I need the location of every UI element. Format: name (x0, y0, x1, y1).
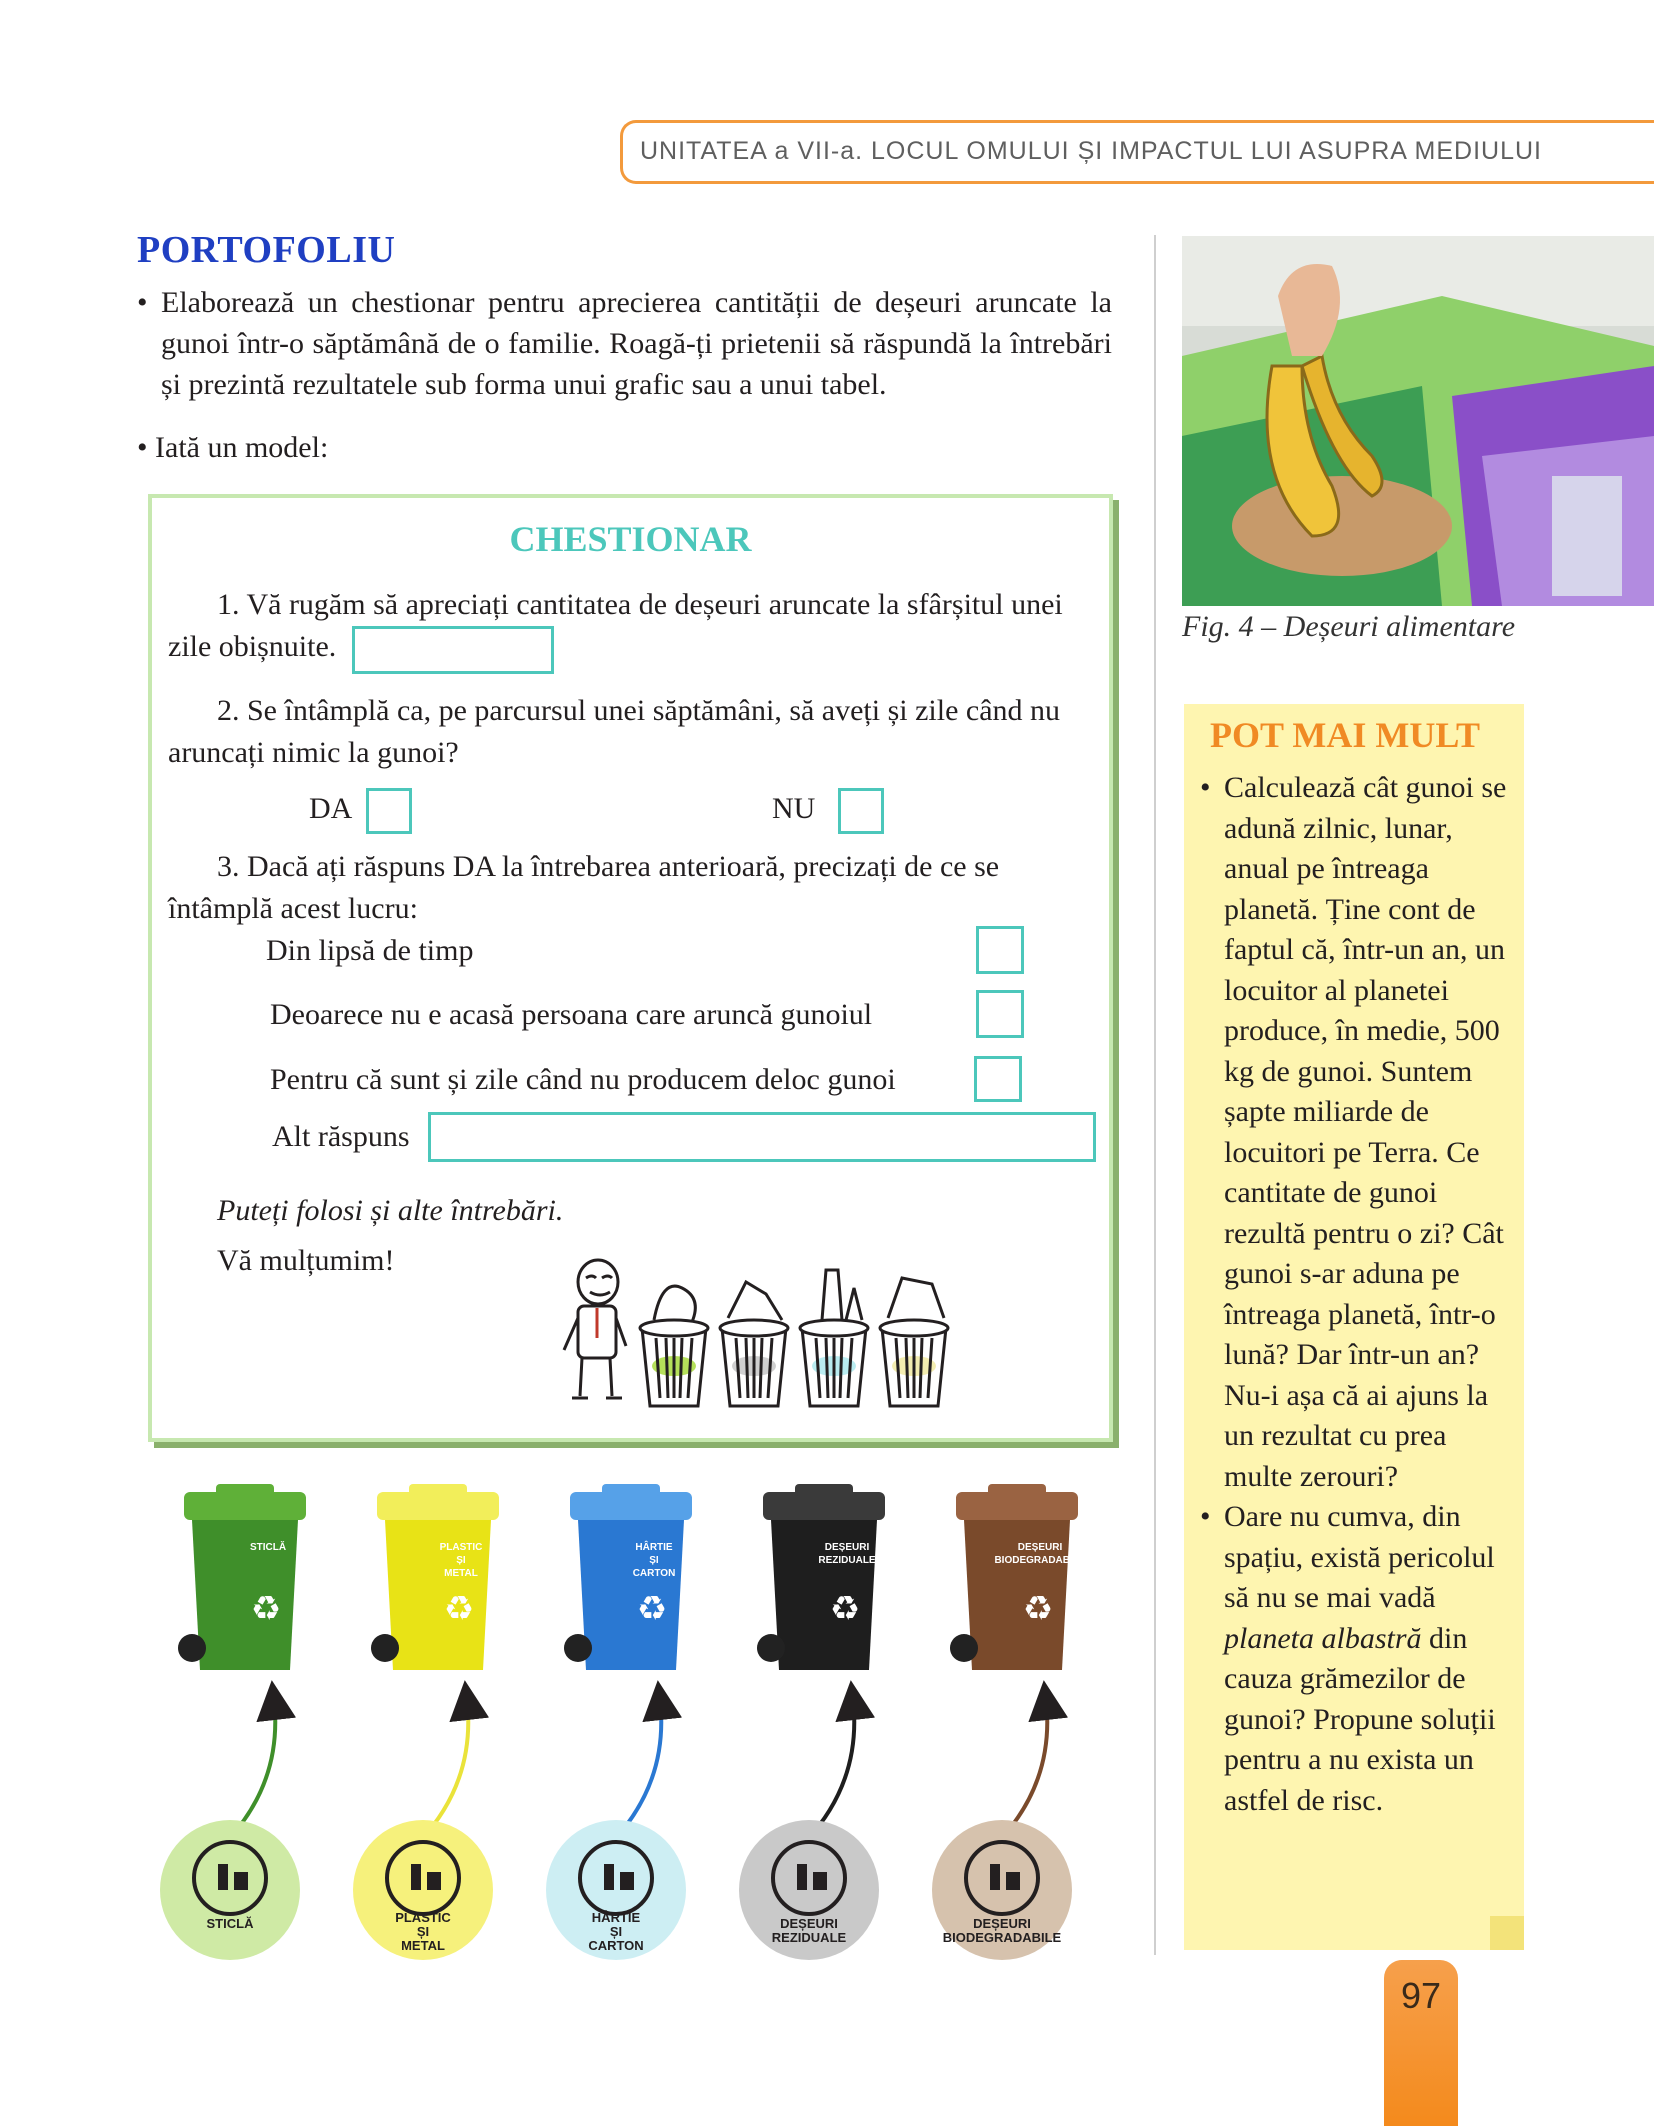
option-2-label: Deoarece nu e acasă persoana care aruncă gunoiul (270, 998, 873, 1031)
bin-group-1 (353, 1484, 499, 1960)
small-bin-yellow-icon (880, 1278, 948, 1406)
recycle-icon: ♻ (1022, 1589, 1054, 1629)
bin-label: STICLĂ (249, 1542, 287, 1553)
option-1-label: Din lipsă de timp (266, 934, 474, 967)
bin-wheel (371, 1634, 399, 1662)
bin-handle (409, 1484, 467, 1496)
category-label: PLASTIC (395, 1910, 451, 1925)
food-waste-photo (1182, 236, 1654, 606)
pot-bullet-2-part2: din cauza grămezilor de gunoi? Propune soluții pentru a nu exista un astfel de risc. (1224, 1621, 1496, 1817)
questionnaire-title: CHESTIONAR (509, 519, 752, 559)
arrow-up-icon (614, 1700, 661, 1840)
recycling-bins-diagram (150, 1480, 1110, 1960)
model-line (137, 431, 328, 465)
bin-lid (570, 1492, 692, 1520)
nu-label: NU (772, 792, 816, 825)
recycle-icon: ♻ (636, 1589, 668, 1629)
bin-label: ȘI (649, 1555, 659, 1566)
question-1: 1. Vă rugăm să apreciați cantitatea de deșeuri aruncate la sfârșitul unei (217, 588, 1063, 621)
pot-bullet-2-part1: Oare nu cumva, din spațiu, există pericolul să nu se mai vadă (1224, 1500, 1495, 1614)
option-3-label: Pentru că sunt și zile când nu producem deloc gunoi (270, 1063, 896, 1096)
model-text: Iată un model: (155, 431, 329, 464)
option-4-label: Alt răspuns (272, 1120, 410, 1153)
bin-handle (216, 1484, 274, 1496)
category-label: ȘI (609, 1924, 623, 1939)
intro-text: Elaborează un chestionar pentru aprecierea cantității de deșeuri aruncate la gunoi într-o săptămână de o familie. Roagă-ți prietenii să răspundă la întrebări și prezintă rezultatele sub forma unui grafic sau a unui tabel. (161, 286, 1112, 401)
category-label: STICLĂ (206, 1916, 254, 1931)
category-symbol-shape (411, 1864, 421, 1890)
category-symbol-shape (797, 1864, 807, 1890)
option-3-checkbox[interactable] (974, 1056, 1022, 1102)
arrow-up-icon (807, 1700, 854, 1840)
bin-wheel (564, 1634, 592, 1662)
da-checkbox[interactable] (366, 788, 412, 834)
bin-label: DEȘEURI (824, 1542, 870, 1553)
nu-checkbox[interactable] (838, 788, 884, 834)
bin-lid (377, 1492, 499, 1520)
bin-label: PLASTIC (439, 1542, 483, 1553)
recycle-icon: ♻ (250, 1589, 282, 1629)
question-2: 2. Se întâmplă ca, pe parcursul unei săptămâni, să aveți și zile când nu (217, 694, 1061, 727)
bin-lid (763, 1492, 885, 1520)
portofoliu-heading: PORTOFOLIU (137, 229, 396, 271)
question-2-cont: aruncați nimic la gunoi? (168, 736, 459, 769)
bin-label: ȘI (456, 1555, 466, 1566)
da-label: DA (309, 792, 353, 825)
arrow-up-icon (228, 1700, 275, 1840)
page-number: 97 (1400, 1975, 1442, 2016)
bin-group-3 (739, 1484, 885, 1960)
cartoon-man-icon (564, 1260, 626, 1398)
category-label: CARTON (588, 1938, 644, 1953)
bin-wheel (178, 1634, 206, 1662)
bin-lid (956, 1492, 1078, 1520)
bullet-icon: • (1200, 771, 1211, 804)
question-3: 3. Dacă ați răspuns DA la întrebarea anterioară, precizați de ce se (217, 850, 1000, 883)
bullet-icon: • (137, 431, 156, 464)
category-symbol-shape (427, 1872, 441, 1890)
bin-label: REZIDUALE (818, 1555, 876, 1566)
portofoliu-intro (137, 282, 1112, 405)
answer-1-input[interactable] (352, 626, 554, 674)
thank-you: Vă mulțumim! (217, 1244, 395, 1277)
category-symbol-shape (990, 1864, 1000, 1890)
figure-caption: Fig. 4 – Deșeuri alimentare (1182, 610, 1516, 643)
small-bin-grey-icon (720, 1282, 788, 1406)
arrow-up-icon (421, 1700, 468, 1840)
page-fold-corner (1490, 1916, 1524, 1950)
category-symbol-shape (604, 1864, 614, 1890)
pot-bullet-2-emphasis: planeta albastră (1224, 1621, 1422, 1655)
bin-wheel (950, 1634, 978, 1662)
bin-group-2 (546, 1484, 692, 1960)
column-divider (1154, 235, 1156, 1955)
footer-note: Puteți folosi și alte întrebări. (217, 1194, 564, 1227)
option-2-checkbox[interactable] (976, 990, 1024, 1038)
option-1-checkbox[interactable] (976, 926, 1024, 974)
cartoon-illustration (542, 1258, 1022, 1418)
bin-label: CARTON (632, 1568, 676, 1579)
category-label: HÂRTIE (591, 1910, 641, 1925)
questionnaire-box (148, 494, 1113, 1442)
pot-bullet-1: Calculează cât gunoi se adună zilnic, lunar, anual pe întreaga planetă. Ține cont de faptul că, într-un an, un locuitor al planetei produce, în medie, 500 kg de gunoi. Suntem șapte miliarde de locuitori pe Terra. Ce cantitate de gunoi rezultă pentru o zi? Cât gunoi s-ar aduna pe întreaga planetă, într-o lună? Dar într-un an? Nu-i așa că ai ajuns la un rezultat cu prea multe zerouri? (1224, 771, 1507, 1493)
bin-group-4 (932, 1484, 1086, 1960)
category-label: ȘI (416, 1924, 430, 1939)
category-label: METAL (401, 1938, 445, 1953)
bin-lid (184, 1492, 306, 1520)
other-answer-input[interactable] (428, 1112, 1096, 1162)
category-symbol-shape (234, 1872, 248, 1890)
bin-label: HÂRTIE (635, 1542, 673, 1553)
bin-label: DEȘEURI (1017, 1542, 1063, 1553)
question-3-cont: întâmplă acest lucru: (168, 892, 418, 925)
arrow-up-icon (1000, 1700, 1047, 1840)
bin-group-0 (160, 1484, 306, 1960)
pot-bullet-2 (1224, 1497, 1518, 1821)
bin-label: METAL (444, 1568, 478, 1579)
bullet-icon: • (1200, 1500, 1211, 1533)
category-symbol-shape (1006, 1872, 1020, 1890)
category-label: BIODEGRADABILE (942, 1930, 1062, 1945)
recycle-icon: ♻ (829, 1589, 861, 1629)
unit-title: UNITATEA a VII-a. LOCUL OMULUI ȘI IMPACTUL LUI ASUPRA MEDIULUI (640, 137, 1543, 165)
pot-mai-mult-title: POT MAI MULT (1210, 715, 1481, 755)
category-label: REZIDUALE (771, 1930, 847, 1945)
pot-mai-mult-text (1200, 768, 1518, 1821)
category-symbol-shape (218, 1864, 228, 1890)
category-label: DEȘEURI (780, 1916, 838, 1931)
category-symbol-shape (620, 1872, 634, 1890)
bin-handle (795, 1484, 853, 1496)
small-bin-cyan-icon (800, 1270, 868, 1406)
bin-handle (988, 1484, 1046, 1496)
bin-handle (602, 1484, 660, 1496)
question-1-cont: zile obișnuite. (168, 630, 337, 663)
small-bin-green-icon (640, 1286, 708, 1406)
recycle-icon: ♻ (443, 1589, 475, 1629)
category-symbol-shape (813, 1872, 827, 1890)
bin-wheel (757, 1634, 785, 1662)
bin-label: BIODEGRADABILE (994, 1555, 1086, 1566)
category-label: DEȘEURI (973, 1916, 1031, 1931)
bullet-icon: • (137, 286, 148, 319)
